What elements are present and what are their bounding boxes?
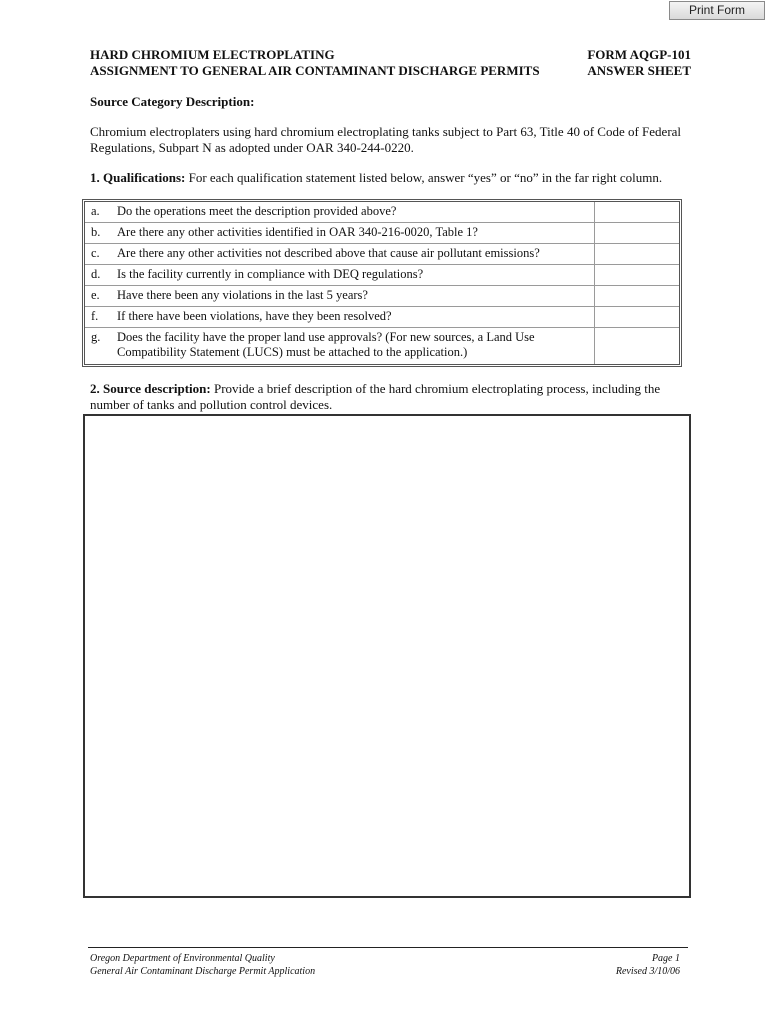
item-question: Have there been any violations in the last 5 years? bbox=[111, 286, 594, 307]
item-letter: g. bbox=[91, 330, 101, 344]
item-letter: d. bbox=[85, 265, 111, 286]
source-category-heading: Source Category Description: bbox=[90, 94, 255, 109]
item-letter: f. bbox=[85, 307, 111, 328]
item-question: Is the facility currently in compliance with DEQ regulations? bbox=[111, 265, 594, 286]
item-question: Are there any other activities not described above that cause air pollutant emissions? bbox=[111, 244, 594, 265]
form-id: FORM AQGP-101 bbox=[587, 47, 691, 62]
qualifications-instruction-text: For each qualification statement listed below, answer “yes” or “no” in the far right column. bbox=[188, 170, 663, 185]
footer-left bbox=[90, 952, 315, 978]
source-description-field[interactable] bbox=[83, 414, 691, 898]
source-description-instruction bbox=[90, 381, 690, 413]
form-title bbox=[90, 47, 540, 79]
source-description-instruction-text: Provide a brief description of the hard chromium electroplating process, including the number of tanks and pollution control devices. bbox=[90, 381, 661, 412]
table-row bbox=[85, 223, 679, 244]
source-description-heading: 2. Source description: bbox=[90, 381, 211, 396]
footer-page-number: Page 1 bbox=[651, 953, 680, 964]
print-form-button[interactable]: Print Form bbox=[669, 1, 765, 20]
qualifications-table bbox=[82, 199, 682, 367]
footer-right bbox=[616, 952, 680, 978]
answer-cell-f[interactable] bbox=[594, 307, 679, 328]
form-title-line1: HARD CHROMIUM ELECTROPLATING bbox=[90, 47, 335, 62]
form-title-line2: ASSIGNMENT TO GENERAL AIR CONTAMINANT DISCHARGE PERMITS bbox=[90, 63, 540, 78]
item-letter: a. bbox=[85, 202, 111, 223]
answer-cell-d[interactable] bbox=[594, 265, 679, 286]
footer-application: General Air Contaminant Discharge Permit Application bbox=[90, 966, 316, 977]
answer-cell-g[interactable] bbox=[594, 328, 679, 364]
table-row bbox=[85, 307, 679, 328]
answer-cell-e[interactable] bbox=[594, 286, 679, 307]
table-row bbox=[85, 286, 679, 307]
form-id-block bbox=[587, 47, 691, 79]
item-letter: b. bbox=[85, 223, 111, 244]
source-category-text: Chromium electroplaters using hard chromium electroplating tanks subject to Part 63, Title 40 of Code of Federal Regulations, Subpart N as adopted under OAR 340-244-0220. bbox=[90, 124, 682, 155]
table-row bbox=[85, 244, 679, 265]
footer-divider bbox=[88, 947, 688, 948]
item-question: Does the facility have the proper land use approvals? (For new sources, a Land Use Compatibility Statement (LUCS) must be attached to the application.) bbox=[117, 330, 535, 359]
qualifications-instruction bbox=[90, 170, 690, 186]
table-row bbox=[85, 328, 679, 364]
table-row bbox=[85, 202, 679, 223]
item-letter: c. bbox=[85, 244, 111, 265]
answer-cell-b[interactable] bbox=[594, 223, 679, 244]
answer-cell-c[interactable] bbox=[594, 244, 679, 265]
item-question: Do the operations meet the description provided above? bbox=[111, 202, 594, 223]
footer-revision-date: Revised 3/10/06 bbox=[615, 966, 680, 977]
form-subtitle: ANSWER SHEET bbox=[587, 63, 691, 78]
item-question: If there have been violations, have they been resolved? bbox=[111, 307, 594, 328]
footer-agency: Oregon Department of Environmental Quality bbox=[90, 953, 275, 964]
item-question: Are there any other activities identified in OAR 340-216-0020, Table 1? bbox=[111, 223, 594, 244]
table-row bbox=[85, 265, 679, 286]
answer-cell-a[interactable] bbox=[594, 202, 679, 223]
item-letter: e. bbox=[85, 286, 111, 307]
qualifications-heading: 1. Qualifications: bbox=[90, 170, 186, 185]
